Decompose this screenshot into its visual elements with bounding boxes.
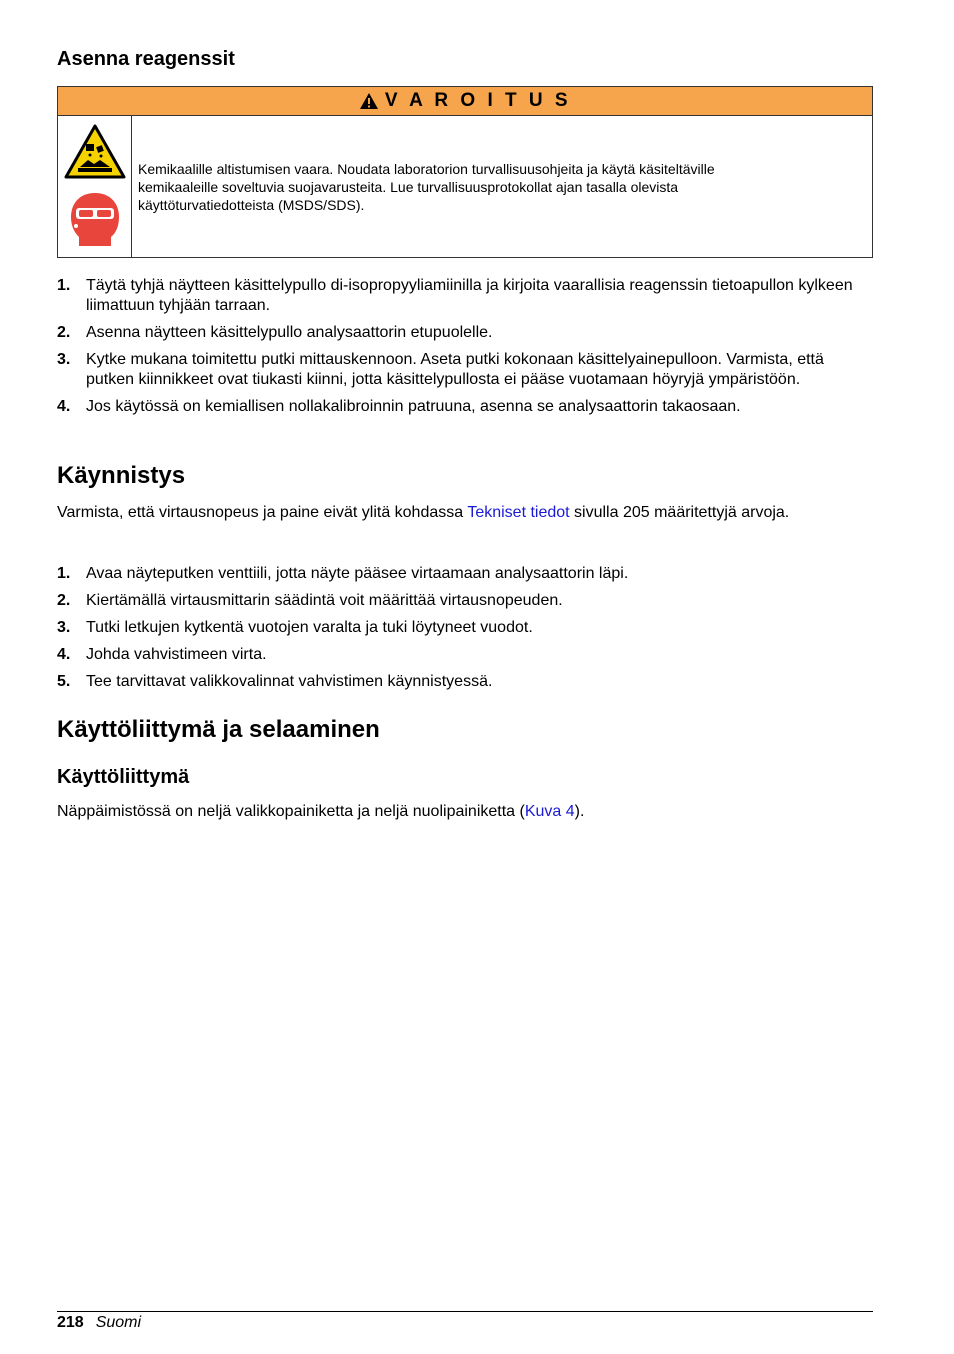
page-footer [57,1313,141,1333]
chemical-hazard-icon [64,124,126,180]
footer-divider [57,1311,873,1312]
page-number: 218 [57,1314,84,1331]
list-item: 4. Johda vahvistimeen virta. [57,646,267,663]
list-item: 2. Kiertämällä virtausmittarin säädintä voit määrittää virtausnopeuden. [57,592,563,609]
startup-steps [57,564,857,699]
install-steps [57,276,857,424]
list-item: 1. Avaa näyteputken venttiili, jotta näyte pääsee virtaamaan analysaattorin läpi. [57,565,629,582]
list-item: 2. Asenna näytteen käsittelypullo analysaattorin etupuolelle. [57,324,493,341]
subsection-title-ui: Käyttöliittymä [57,766,190,788]
ui-paragraph: Näppäimistössä on neljä valikkopainiketta ja neljä nuolipainiketta (Kuva 4). [57,803,585,820]
list-item: 1. Täytä tyhjä näytteen käsittelypullo di-isopropyyliamiinilla ja kirjoita vaarallisia reagenssin tietoapullon kylkeen liimattuun tyhjään tarraan. [57,277,853,314]
warning-box [57,86,873,258]
list-item: 3. Tutki letkujen kytkentä vuotojen varalta ja tuki löytyneet vuodot. [57,619,533,636]
section-title-startup: Käynnistys [57,462,186,489]
footer-language: Suomi [95,1314,142,1331]
safety-goggles-icon [68,190,122,248]
section-title-ui: Käyttöliittymä ja selaaminen [57,716,380,743]
section-title-install: Asenna reagenssit [57,48,235,70]
startup-intro: Varmista, että virtausnopeus ja paine eivät ylitä kohdassa Tekniset tiedot sivulla 205 määritettyjä arvoja. [57,504,790,521]
warning-header [58,87,872,116]
warning-triangle-icon [359,92,379,110]
warning-label: V A R O I T U S [384,90,572,111]
list-item: 5. Tee tarvittavat valikkovalinnat vahvistimen käynnistyessä. [57,673,493,690]
link-tekniset-tiedot[interactable]: Tekniset tiedot [467,504,570,521]
warning-text: Kemikaalille altistumisen vaara. Noudata laboratorion turvallisuusohjeita ja käytä käsiteltäville kemikaaleille soveltuvia suojavarusteita. Lue turvallisuusprotokollat ajan tasalla olevista käyttöturvatiedotteista (MSDS/SDS). [138,161,715,213]
link-kuva-4[interactable]: Kuva 4 [524,803,575,820]
warning-icons [58,116,132,257]
list-item: 4. Jos käytössä on kemiallisen nollakalibroinnin patruuna, asenna se analysaattorin takaosaan. [57,398,741,415]
list-item: 3. Kytke mukana toimitettu putki mittauskennoon. Aseta putki kokonaan käsittelyainepulloon. Varmista, että putken kiinnikkeet ovat tiukasti kiinni, jotta käsittelypullosta ei pääse vuotamaan höyryjä ympäristöön. [57,351,824,388]
